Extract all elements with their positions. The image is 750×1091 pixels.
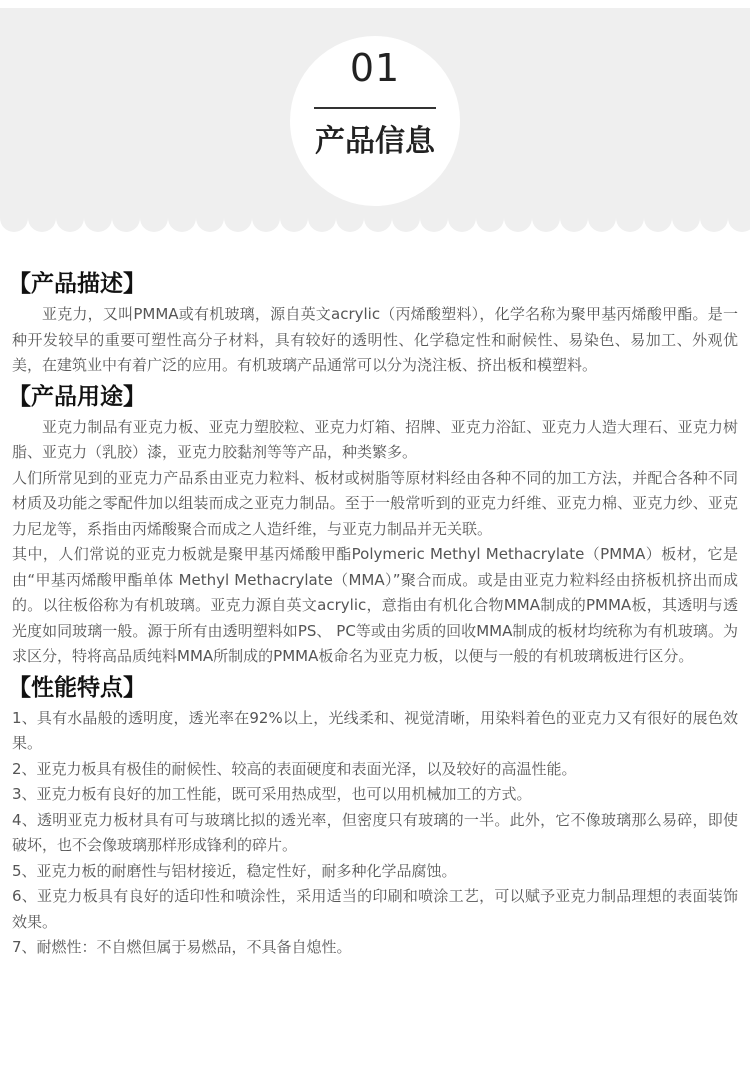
feature-item: 4、透明亚克力板材具有可与玻璃比拟的透光率，但密度只有玻璃的一半。此外，它不像玻璃那么易碎，即使破坏，也不会像玻璃那样形成锋利的碎片。: [12, 810, 738, 854]
title-divider: [314, 107, 436, 109]
section-heading-features: 【性能特点】: [8, 674, 146, 701]
scalloped-edge: [0, 204, 750, 232]
section-banner: [0, 0, 750, 232]
feature-item: 3、亚克力板有良好的加工性能，既可采用热成型，也可以用机械加工的方式。: [12, 785, 532, 803]
feature-item: 1、具有水晶般的透明度，透光率在92%以上，光线柔和、视觉清晰，用染料着色的亚克力又有很好的展色效果。: [12, 708, 738, 752]
usage-paragraph: 人们所常见到的亚克力产品系由亚克力粒料、板材或树脂等原材料经由各种不同的加工方法，并配合各种不同材质及功能之零配件加以组装而成之亚克力制品。至于一般常听到的亚克力纤维、亚克力棉、亚克力纱、亚克力尼龙等，系指由丙烯酸聚合而成之人造纤维，与亚克力制品并无关联。: [12, 468, 738, 538]
feature-item: 6、亚克力板具有良好的适印性和喷涂性，采用适当的印刷和喷涂工艺，可以赋予亚克力制品理想的表面装饰效果。: [12, 887, 738, 931]
section-heading-usage: 【产品用途】: [8, 383, 146, 410]
section-number: 01: [349, 46, 401, 90]
usage-paragraph: 亚克力制品有亚克力板、亚克力塑胶粒、亚克力灯箱、招牌、亚克力浴缸、亚克力人造大理石、亚克力树脂、亚克力（乳胶）漆，亚克力胶黏剂等等产品，种类繁多。: [12, 417, 738, 461]
feature-item: 2、亚克力板具有极佳的耐候性、较高的表面硬度和表面光泽，以及较好的高温性能。: [12, 759, 577, 778]
banner-top-strip: [0, 0, 750, 8]
feature-item: 7、耐燃性：不自燃但属于易燃品，不具备自熄性。: [12, 938, 352, 956]
description-paragraph: 亚克力，又叫PMMA或有机玻璃，源自英文acrylic（丙烯酸塑料），化学名称为聚甲基丙烯酸甲酯。是一种开发较早的重要可塑性高分子材料，具有较好的透明性、化学稳定性和耐候性、易染色、易加工、外观优美，在建筑业中有着广泛的应用。有机玻璃产品通常可以分为浇注板、挤出板和模塑料。: [12, 305, 738, 374]
usage-paragraph: 其中，人们常说的亚克力板就是聚甲基丙烯酸甲酯Polymeric Methyl Methacrylate（PMMA）板材，它是由“甲基丙烯酸甲酯单体 Methyl Methacrylate（MMA）”聚合而成。或是由亚克力粒料经由挤板机挤出而成的。以往板俗称为有机玻璃。亚克力源自英文acrylic，意指由有机化合物MMA制成的PMMA板，其透明与透光度如同玻璃一般。源于所有由透明塑料如PS、 PC等或由劣质的回收MMA制成的板材均统称为有机玻璃。为求区分，特将高品质纯料MMA所制成的PMMA板命名为亚克力板，以便与一般的有机玻璃板进行区分。: [12, 545, 738, 665]
banner-title: 产品信息: [315, 124, 435, 159]
content: [8, 266, 738, 961]
feature-item: 5、亚克力板的耐磨性与铝材接近，稳定性好，耐多种化学品腐蚀。: [12, 861, 457, 880]
section-heading-description: 【产品描述】: [8, 271, 146, 297]
